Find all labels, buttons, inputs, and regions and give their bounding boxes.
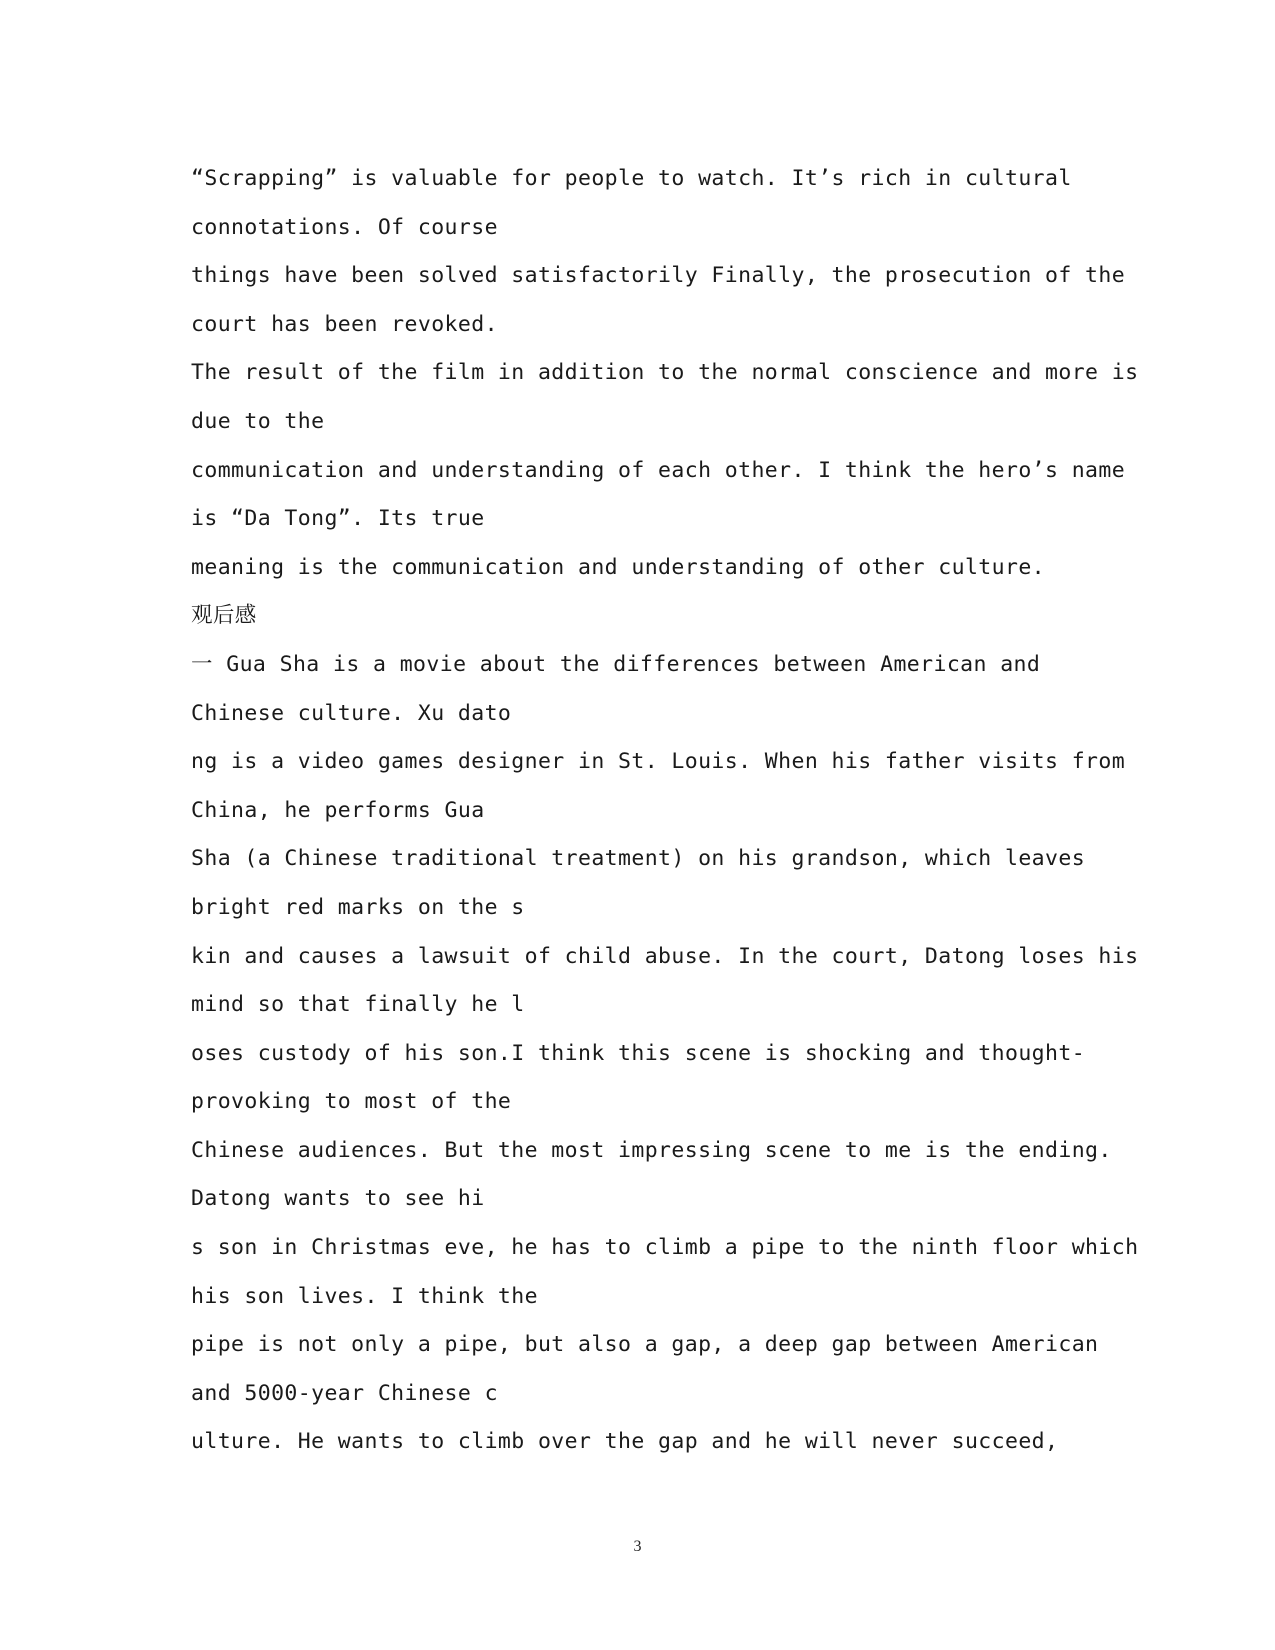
text-line: bright red marks on the s [191,894,525,920]
section-heading: 观后感 [191,603,257,629]
text-line: Sha (a Chinese traditional treatment) on his grandson, which leaves [191,846,1086,872]
text-line: The result of the film in addition to the normal conscience and more is [191,360,1139,386]
text-line: due to the [191,408,325,434]
body-text [191,155,1139,1467]
text-line: court has been revoked. [191,311,498,337]
text-line: pipe is not only a pipe, but also a gap, a deep gap between American [191,1332,1099,1358]
text-line: connotations. Of course [191,214,498,240]
text-line: his son lives. I think the [191,1283,538,1309]
text-line: oses custody of his son.I think this scene is shocking and thought- [191,1040,1086,1066]
text-line: 一 Gua Sha is a movie about the differences between American and [191,651,1041,677]
text-line: ng is a video games designer in St. Louis. When his father visits from [191,749,1126,775]
text-line: Datong wants to see hi [191,1186,485,1212]
text-line: ulture. He wants to climb over the gap and he will never succeed, [191,1429,1059,1455]
text-line: communication and understanding of each other. I think the hero’s name [191,457,1126,483]
text-line: kin and causes a lawsuit of child abuse. In the court, Datong loses his [191,943,1139,969]
text-line: “Scrapping” is valuable for people to watch. It’s rich in cultural [191,166,1072,191]
text-line: Chinese culture. Xu dato [191,700,512,726]
text-line: meaning is the communication and understanding of other culture. [191,554,1046,580]
text-line: things have been solved satisfactorily Finally, the prosecution of the [191,263,1126,289]
page-number: 3 [633,1538,642,1555]
text-line: mind so that finally he l [191,992,525,1018]
text-line: s son in Christmas eve, he has to climb a pipe to the ninth floor which [191,1235,1139,1261]
text-line: Chinese audiences. But the most impressing scene to me is the ending. [191,1137,1112,1163]
text-line: provoking to most of the [191,1089,512,1115]
text-line: China, he performs Gua [191,797,485,823]
text-line: and 5000-year Chinese c [191,1380,498,1406]
text-line: is “Da Tong”. Its true [191,506,485,532]
